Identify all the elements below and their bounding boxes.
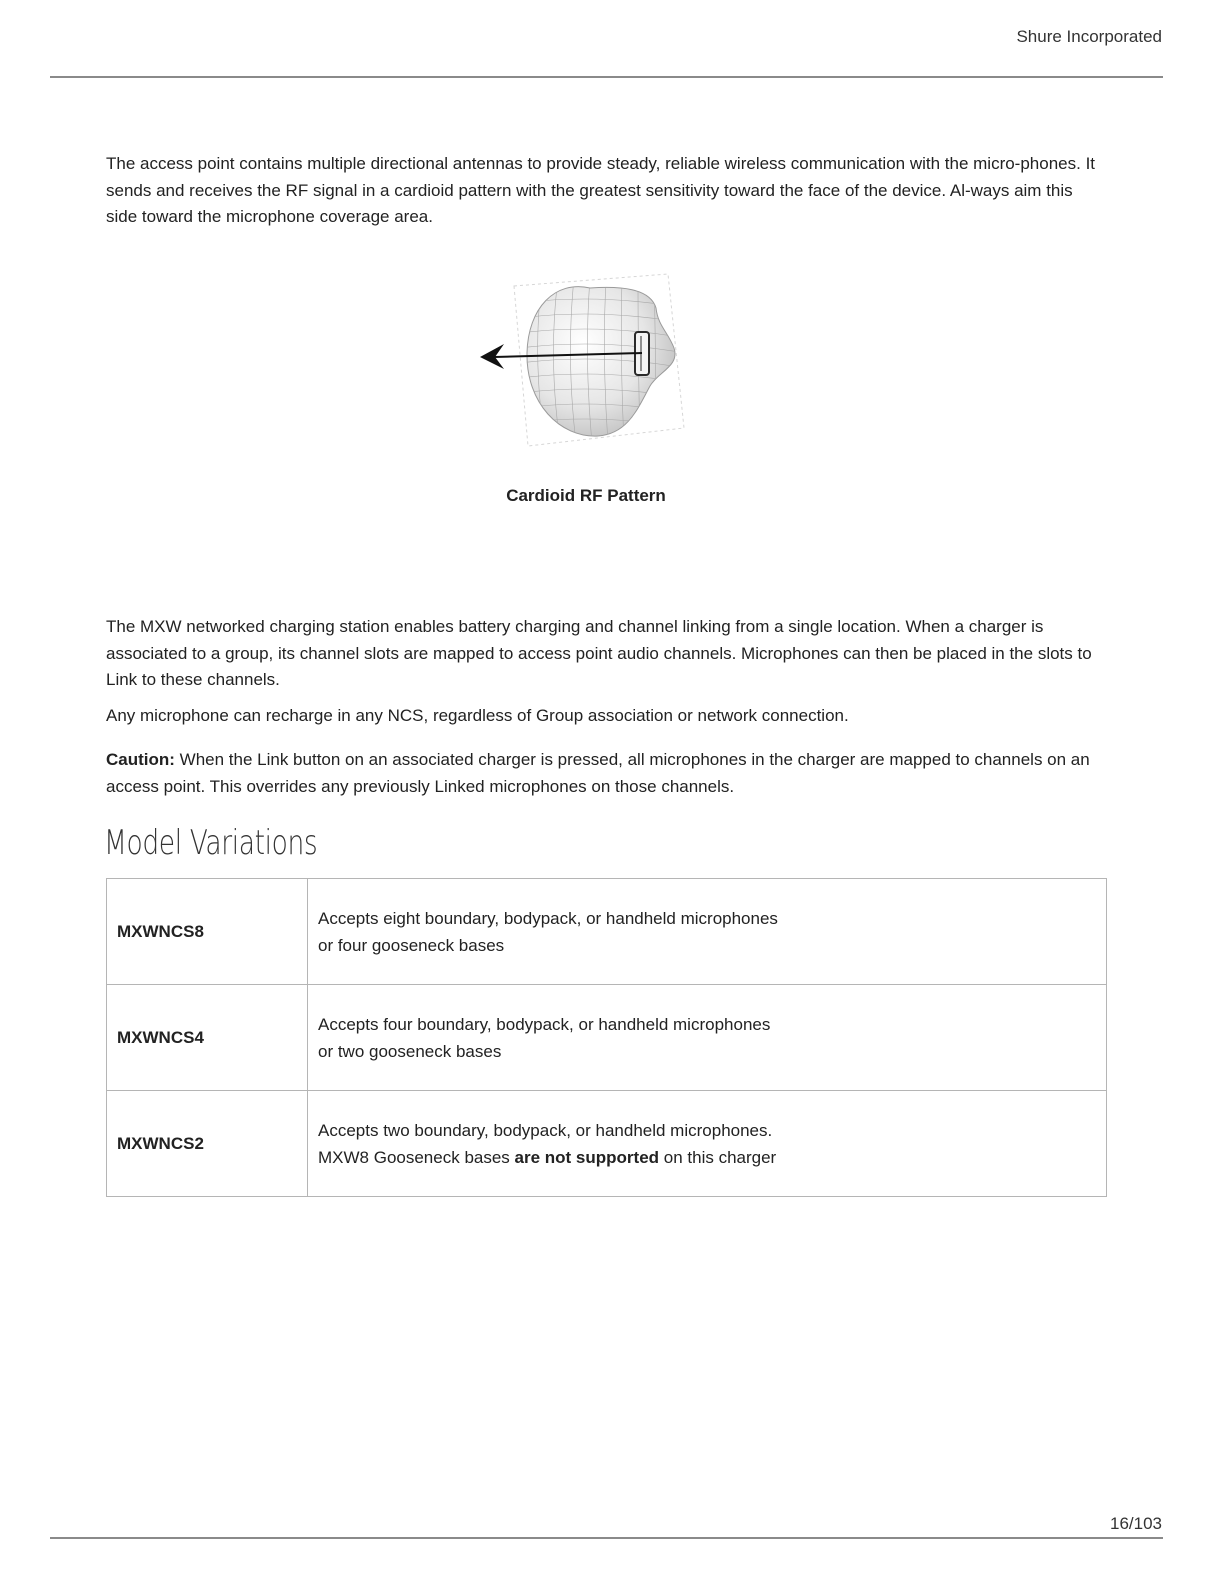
description-cell [308,879,1107,985]
description-line: Accepts two boundary, bodypack, or handheld microphones. [318,1120,773,1140]
intro-section [106,151,1106,231]
not-supported-emphasis: are not supported [514,1147,660,1167]
ncs-section [106,614,1106,800]
header-divider [50,76,1163,78]
model-cell: MXWNCS8 [107,879,308,985]
description-line: Accepts eight boundary, bodypack, or handheld microphones [318,908,778,928]
page-number: 16/103 [1110,1514,1162,1533]
cardioid-pattern-figure [470,268,700,453]
ncs-paragraph-1: The MXW networked charging station enables battery charging and channel linking from a single location. When a charger is associated to a group, its channel slots are mapped to access point audio channels. Microphones can then be placed in the slots to Link to these channels. [106,617,1092,689]
caution-label: Caution: [106,750,175,769]
cardioid-pattern-illustration [470,268,700,453]
description-line: MXW8 Gooseneck bases [318,1147,515,1167]
table-row [107,1091,1107,1197]
caution-text: When the Link button on an associated charger is pressed, all microphones in the charger are mapped to channels on an access point. This overrides any previously Linked microphones on those channels. [106,750,1090,796]
footer-divider [50,1537,1163,1539]
description-line: on this charger [659,1147,777,1167]
description-line: Accepts four boundary, bodypack, or handheld microphones [318,1014,771,1034]
table-row [107,879,1107,985]
ncs-paragraph-2: Any microphone can recharge in any NCS, regardless of Group association or network connection. [106,705,849,725]
section-heading-model-variations: Model Variations [104,823,318,863]
description-cell [308,1091,1107,1197]
caution-paragraph [106,747,1106,800]
model-cell: MXWNCS2 [107,1091,308,1197]
table-row [107,985,1107,1091]
header-company-name: Shure Incorporated [1016,27,1162,46]
description-line: or two gooseneck bases [318,1041,502,1061]
model-variations-table [106,878,1107,1197]
model-cell: MXWNCS4 [107,985,308,1091]
intro-paragraph: The access point contains multiple directional antennas to provide steady, reliable wireless communication with the micro-phones. It sends and receives the RF signal in a cardioid pattern with the greatest sensitivity toward the face of the device. Al-ways aim this side toward the microphone coverage area. [106,154,1096,226]
figure-caption: Cardioid RF Pattern [506,486,666,505]
description-line: or four gooseneck bases [318,935,505,955]
description-cell [308,985,1107,1091]
